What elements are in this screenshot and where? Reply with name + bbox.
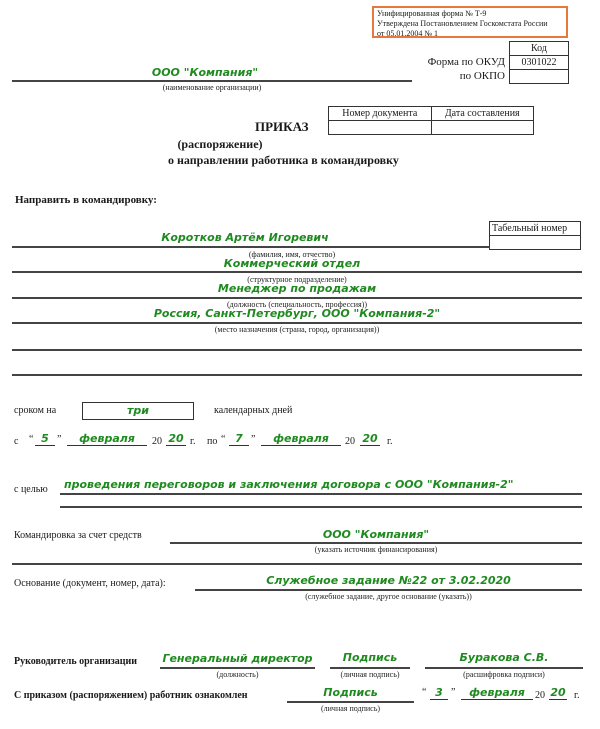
head-name[interactable]: Буракова С.В.	[459, 651, 549, 664]
doc-date-header: Дата составления	[431, 107, 534, 121]
purpose-line-1	[60, 493, 582, 495]
acknowledge-day[interactable]: 3	[430, 686, 448, 700]
from-year-prefix: 20	[152, 436, 162, 447]
doc-date-value[interactable]	[431, 121, 534, 135]
to-prefix: по	[207, 436, 218, 447]
acknowledge-year[interactable]: 20	[550, 686, 566, 699]
purpose-line-2	[60, 506, 582, 508]
organization-line	[12, 80, 412, 82]
head-signature[interactable]: Подпись	[342, 651, 398, 664]
document-number-date-table	[328, 106, 534, 135]
acknowledge-year-prefix: 20	[535, 690, 545, 701]
close-quote-icon: ”	[451, 687, 456, 698]
tab-number-value[interactable]	[490, 236, 581, 250]
open-quote-icon: “	[422, 687, 427, 698]
basis-value[interactable]: Служебное задание №22 от 3.02.2020	[266, 574, 511, 587]
to-year[interactable]: 20	[360, 432, 380, 446]
okud-label: Форма по ОКУД	[427, 56, 505, 68]
order-subtitle: (распоряжение)	[177, 137, 263, 151]
department-caption: (структурное подразделение)	[247, 275, 347, 284]
position-caption: (должность (специальность, профессия))	[227, 300, 367, 309]
head-signature-line	[330, 667, 410, 669]
tab-number-header: Табельный номер	[490, 222, 581, 236]
purpose-value[interactable]: проведения переговоров и заключения договора с ООО "Компания-2"	[64, 478, 514, 491]
close-quote-icon: ”	[251, 434, 256, 445]
term-label: сроком на	[14, 405, 57, 416]
acknowledge-month[interactable]: февраля	[461, 686, 533, 700]
codes-table	[509, 41, 569, 84]
destination[interactable]: Россия, Санкт-Петербург, ООО "Компания-2"	[153, 307, 441, 320]
basis-line	[195, 589, 582, 591]
stamp-line-3: от 05.01.2004 № 1	[377, 29, 439, 38]
funding-caption: (указать источник финансирования)	[314, 545, 438, 554]
employee-name[interactable]: Коротков Артём Игоревич	[161, 231, 329, 244]
acknowledge-signature-caption: (личная подпись)	[320, 704, 381, 713]
organization-name[interactable]: ООО "Компания"	[151, 66, 259, 79]
doc-number-header: Номер документа	[329, 107, 432, 121]
acknowledge-label: С приказом (распоряжением) работник ознакомлен	[14, 690, 248, 701]
open-quote-icon: “	[221, 434, 226, 445]
position[interactable]: Менеджер по продажам	[217, 282, 377, 295]
department-line	[12, 271, 582, 273]
funding-line	[170, 542, 582, 544]
okpo-label: по ОКПО	[459, 70, 505, 82]
from-prefix: с	[14, 436, 19, 447]
destination-caption: (место назначения (страна, город, организация))	[214, 325, 380, 334]
employee-name-line	[12, 246, 490, 248]
close-quote-icon: ”	[57, 434, 62, 445]
funding-extra-line	[12, 563, 582, 565]
stamp-line-1: Унифицированная форма № Т-9	[377, 9, 487, 18]
to-year-suffix: г.	[387, 436, 393, 447]
doc-number-value[interactable]	[329, 121, 432, 135]
term-input[interactable]: три	[82, 402, 194, 420]
destination-extra-line-1	[12, 349, 582, 351]
to-year-prefix: 20	[345, 436, 355, 447]
form-stamp	[372, 6, 568, 38]
department[interactable]: Коммерческий отдел	[223, 257, 361, 270]
to-month[interactable]: февраля	[261, 432, 341, 446]
funding-label: Командировка за счет средств	[14, 530, 142, 541]
head-position-caption: (должность)	[216, 670, 259, 679]
to-day[interactable]: 7	[229, 432, 249, 446]
destination-extra-line-2	[12, 374, 582, 376]
employee-name-caption: (фамилия, имя, отчество)	[248, 250, 336, 259]
order-purpose-title: о направлении работника в командировку	[168, 153, 399, 167]
acknowledge-signature[interactable]: Подпись	[323, 686, 378, 699]
order-title: ПРИКАЗ	[255, 119, 309, 134]
term-suffix: календарных дней	[214, 405, 293, 416]
destination-line	[12, 322, 582, 324]
head-signature-caption: (личная подпись)	[340, 670, 400, 679]
send-label: Направить в командировку:	[15, 194, 157, 206]
from-year[interactable]: 20	[166, 432, 186, 446]
basis-label: Основание (документ, номер, дата):	[14, 578, 166, 589]
codes-header: Код	[510, 42, 569, 56]
purpose-label: с целью	[14, 484, 48, 495]
from-day[interactable]: 5	[35, 432, 55, 446]
head-name-caption: (расшифровка подписи)	[463, 670, 545, 679]
organization-caption: (наименование организации)	[162, 83, 262, 92]
acknowledge-year-suffix: г.	[574, 690, 580, 701]
open-quote-icon: “	[29, 434, 34, 445]
tab-number-table	[489, 221, 581, 250]
basis-caption: (служебное задание, другое основание (указать))	[305, 592, 472, 601]
from-month[interactable]: февраля	[67, 432, 147, 446]
funding-value[interactable]: ООО "Компания"	[322, 528, 430, 541]
okud-value[interactable]: 0301022	[510, 56, 569, 70]
head-position[interactable]: Генеральный директор	[162, 652, 313, 665]
stamp-line-2: Утверждена Постановлением Госкомстата России	[377, 19, 548, 28]
okpo-value[interactable]	[510, 70, 569, 84]
position-line	[12, 297, 582, 299]
from-year-suffix: г.	[190, 436, 196, 447]
head-name-line	[425, 667, 583, 669]
head-label: Руководитель организации	[14, 656, 138, 667]
head-position-line	[160, 667, 315, 669]
acknowledge-signature-line	[287, 701, 414, 703]
